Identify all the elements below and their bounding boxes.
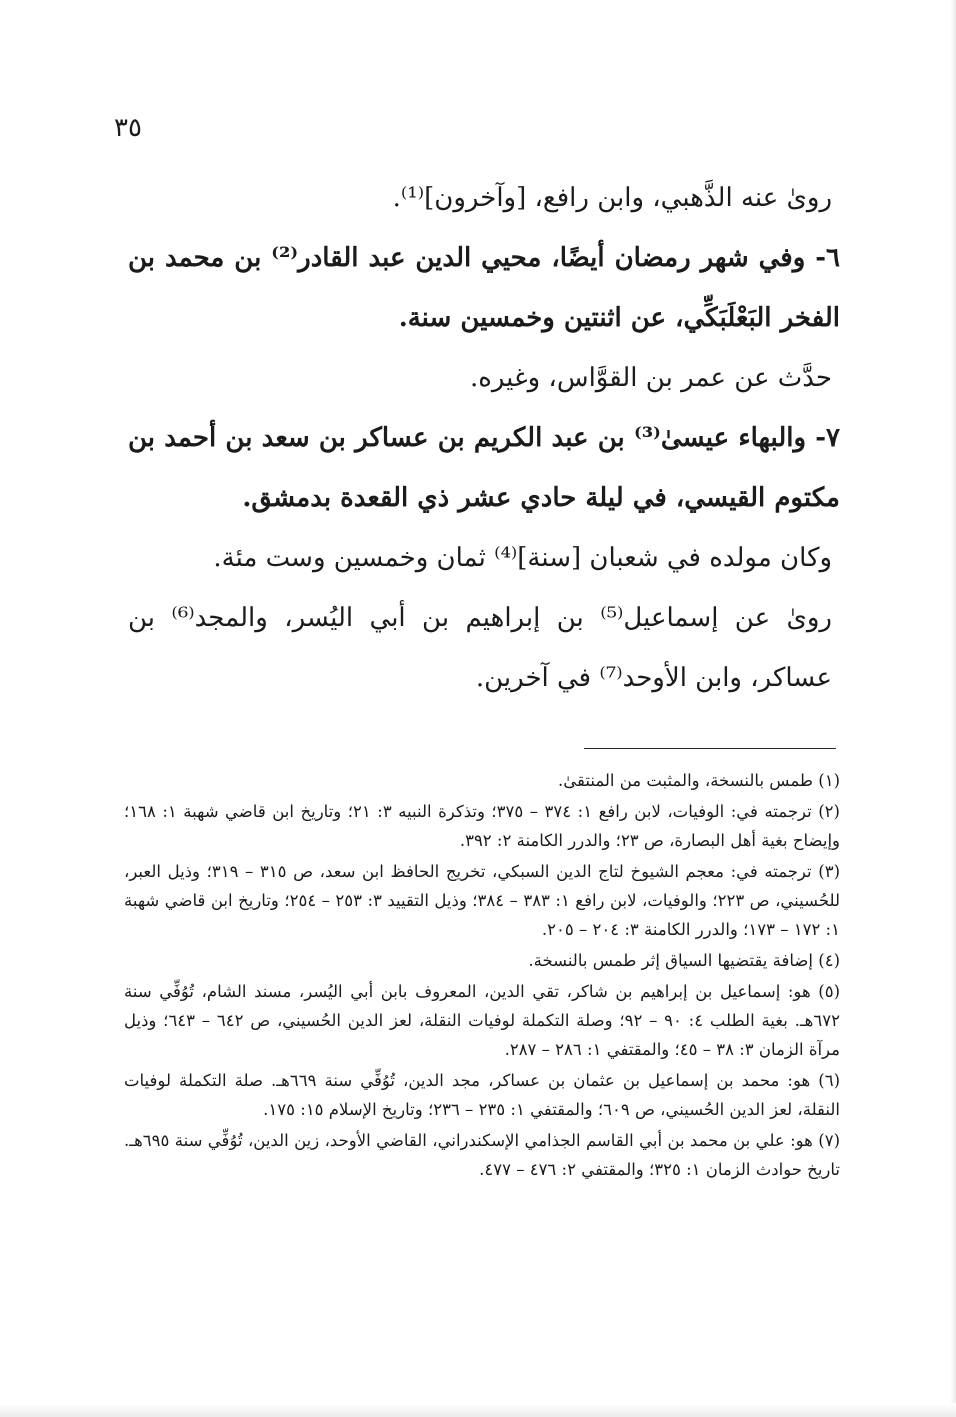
paragraph-5: وكان مولده في شعبان [سنة]⁽⁴⁾ ثمان وخمسين وست مئة. — [213, 543, 832, 573]
footnote-2: (٢) ترجمته في: الوفيات، لابن رافع ١: ٣٧٤ – ٣٧٥؛ وتذكرة النبيه ٣: ٢١؛ وتاريخ ابن قاضي شهبة ١: ١٦٨؛ وإيضاح بغية أهل البصارة، ص ٢٣؛ والدرر الكامنة ٢: ٣٩٢. — [124, 802, 840, 850]
footnote-4: (٤) إضافة يقتضيها السياق إثر طمس بالنسخة. — [528, 951, 840, 970]
paragraph-3: حدَّث عن عمر بن القوَّاس، وغيره. — [469, 363, 832, 393]
footnote-3: (٣) ترجمته في: معجم الشيوخ لتاج الدين السبكي، تخريج الحافظ ابن سعد، ص ٣١٥ – ٣١٩؛ وذيل العبر، للحُسيني، ص ٢٢٣؛ والوفيات، لابن رافع ١: ٣٨٣ – ٣٨٤؛ وذيل التقييد ٣: ٢٥٣ – ٢٥٤؛ وتاريخ ابن قاضي شهبة ١: ١٧٢ – ١٧٣؛ والدرر الكامنة ٣: ٢٠٤ – ٢٠٥. — [124, 862, 840, 939]
entry-6: ٦- وفي شهر رمضان أيضًا، محيي الدين عبد القادر⁽²⁾ بن محمد بن الفخر البَعْلَبَكِّي، عن اثنتين وخمسين سنة. — [128, 243, 840, 333]
footnote-5: (٥) هو: إسماعيل بن إبراهيم بن شاكر، تقي الدين، المعروف بابن أبي اليُسر، مسند الشام، تُوُفِّي سنة ٦٧٢هـ. بغية الطلب ٤: ٩٠ – ٩٢؛ وصلة التكملة لوفيات النقلة، لعز الدين الحُسيني، ص ٦٤٢ – ٦٤٣؛ وذيل مرآة الزمان ٣: ٣٨ – ٤٥؛ والمقتفي ١: ٢٨٦ – ٢٨٧. — [124, 982, 840, 1059]
paragraph-1: روىٰ عنه الذَّهبي، وابن رافع، [وآخرون]⁽¹⁾. — [392, 183, 832, 213]
footnotes — [124, 766, 840, 1186]
scan-edge-shadow — [950, 0, 956, 1417]
footnote-6: (٦) هو: محمد بن إسماعيل بن عثمان بن عساكر، مجد الدين، تُوُفِّي سنة ٦٦٩هـ. صلة التكملة لوفيات النقلة، لعز الدين الحُسيني، ص ٦٠٩؛ والمقتفي ١: ٢٣٥ – ٢٣٦؛ وتاريخ الإسلام ١٥: ١٧٥. — [124, 1071, 840, 1119]
paragraph-6: روىٰ عن إسماعيل⁽⁵⁾ بن إبراهيم بن أبي اليُسر، والمجد⁽⁶⁾ بن عساكر، وابن الأوحد⁽⁷⁾ في آخرين. — [128, 603, 832, 693]
scan-bottom-shadow — [0, 1403, 956, 1417]
footnote-1: (١) طمس بالنسخة، والمثبت من المنتقىٰ. — [558, 771, 840, 790]
entry-7: ٧- والبهاء عيسىٰ⁽³⁾ بن عبد الكريم بن عساكر بن سعد بن أحمد بن مكتوم القيسي، في ليلة حادي عشر ذي القعدة بدمشق. — [128, 423, 840, 513]
main-text — [128, 168, 840, 708]
page-number: ٣٥ — [114, 113, 142, 143]
footnote-7: (٧) هو: علي بن محمد بن أبي القاسم الجذامي الإسكندراني، القاضي الأوحد، زين الدين، تُوُفِّي سنة ٦٩٥هـ. تاريخ حوادث الزمان ١: ٣٢٥؛ والمقتفي ٢: ٤٧٦ – ٤٧٧. — [124, 1131, 840, 1179]
footnote-divider — [584, 748, 836, 749]
